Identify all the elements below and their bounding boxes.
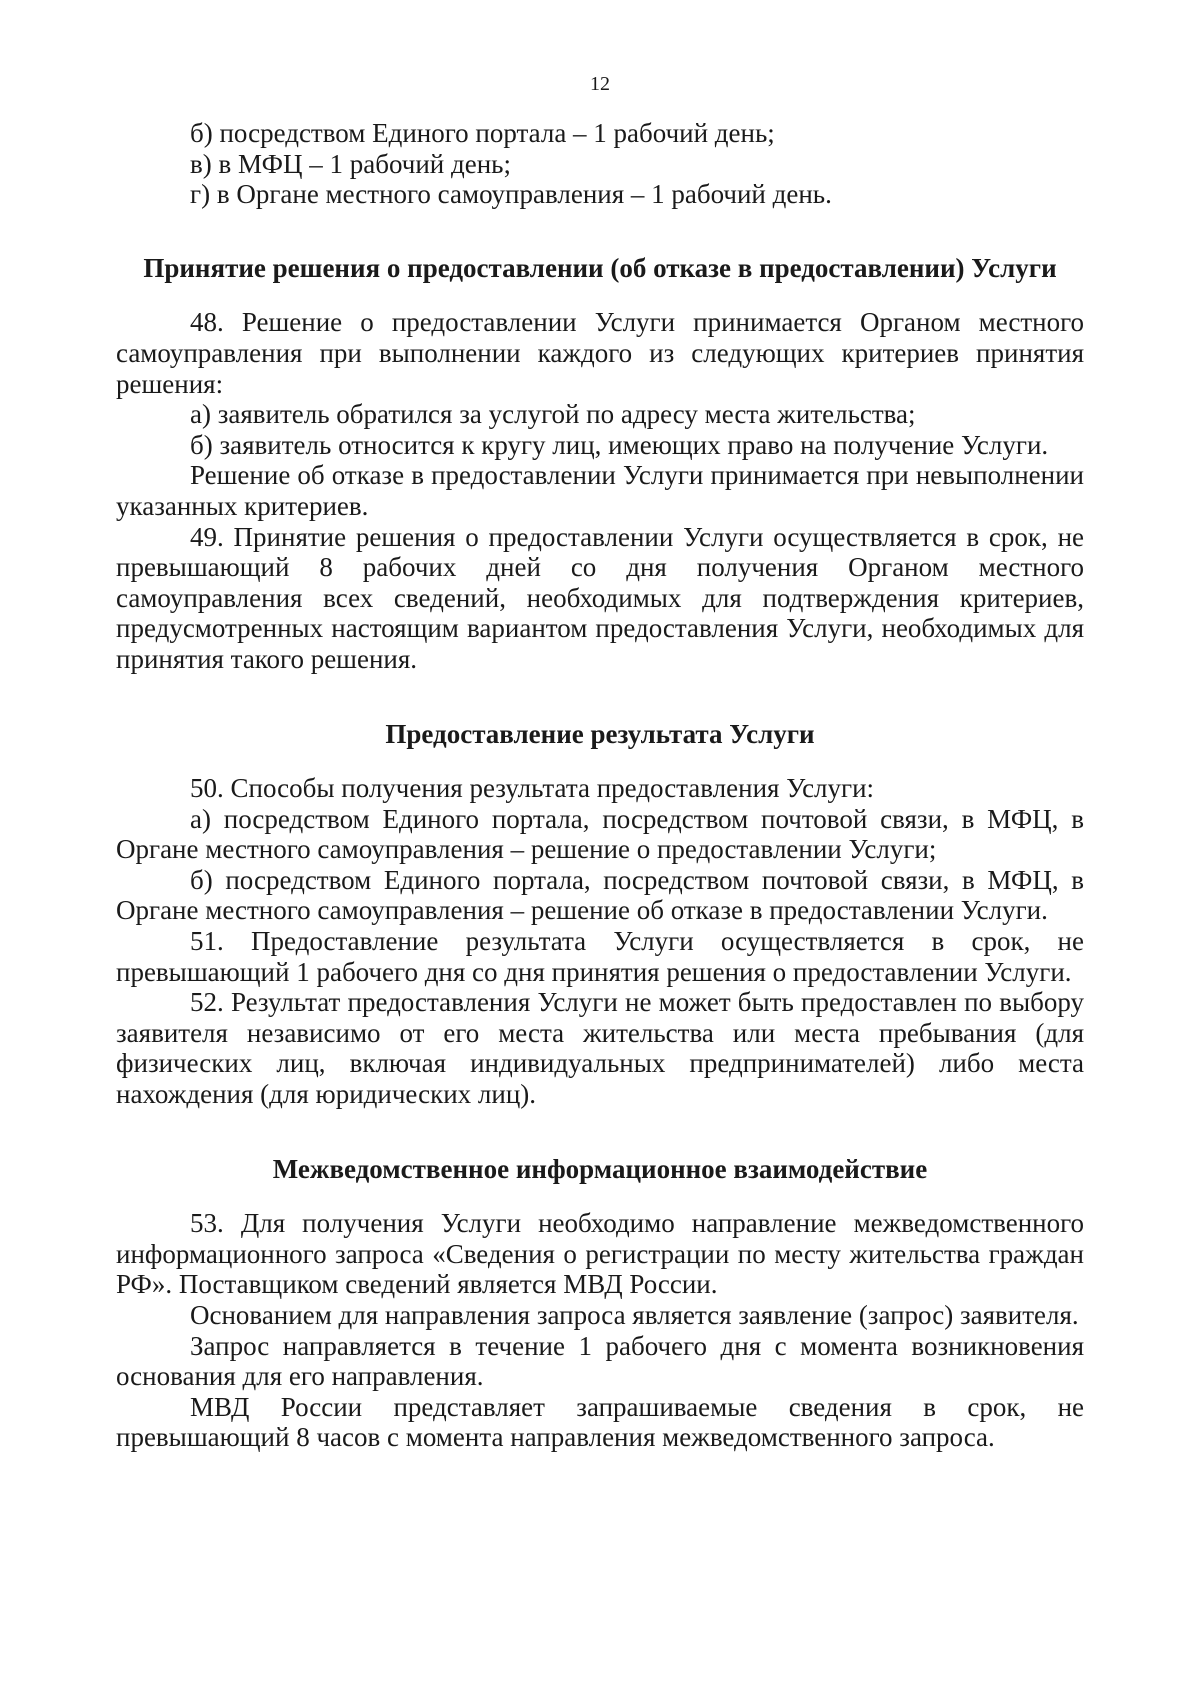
spacer [116, 675, 1084, 719]
list-item: в) в МФЦ – 1 рабочий день; [190, 148, 511, 179]
request-basis-paragraph: Основанием для направления запроса является заявление (запрос) заявителя. [190, 1300, 1079, 1330]
paragraph-49: 49. Принятие решения о предоставлении Услуги осуществляется в срок, не превышающий 8 рабочих дней со дня получения Органом местного самоуправления всех сведений, необходимых для подтверждения критериев, предусмотренных настоящим вариантом предоставления Услуги, необходимых для принятия такого решения. [116, 521, 1084, 674]
section-heading-decision: Принятие решения о предоставлении (об отказе в предоставлении) Услуги [143, 252, 1057, 283]
section-heading-interagency: Межведомственное информационное взаимодействие [272, 1153, 928, 1184]
refusal-paragraph: Решение об отказе в предоставлении Услуги принимается при невыполнении указанных критериев. [116, 460, 1084, 521]
page-number: 12 [590, 73, 610, 95]
spacer [116, 1110, 1084, 1154]
section-heading-result: Предоставление результата Услуги [385, 718, 815, 749]
spacer [116, 749, 1084, 773]
list-item: г) в Органе местного самоуправления – 1 рабочий день. [190, 179, 832, 210]
paragraph-50: 50. Способы получения результата предоставления Услуги: [190, 773, 875, 804]
criteria-item-a: а) заявитель обратился за услугой по адресу места жительства; [190, 399, 916, 430]
page-content [116, 118, 1084, 1453]
list-item: б) посредством Единого портала – 1 рабочий день; [190, 118, 775, 148]
request-timing-paragraph: Запрос направляется в течение 1 рабочего дня с момента возникновения основания для его направления. [116, 1330, 1084, 1392]
result-method-a: а) посредством Единого портала, посредством почтовой связи, в МФЦ, в Органе местного самоуправления – решение о предоставлении Услуги; [116, 803, 1084, 865]
paragraph-53: 53. Для получения Услуги необходимо направление межведомственного информационного запроса «Сведения о регистрации по месту жительства граждан РФ». Поставщиком сведений является МВД России. [116, 1208, 1084, 1300]
response-timing-paragraph: МВД России представляет запрашиваемые сведения в срок, не превышающий 8 часов с момента направления межведомственного запроса. [116, 1391, 1084, 1453]
spacer [116, 283, 1084, 307]
spacer [116, 1184, 1084, 1208]
paragraph-51: 51. Предоставление результата Услуги осуществляется в срок, не превышающий 1 рабочего дня со дня принятия решения о предоставлении Услуги. [116, 926, 1084, 987]
result-method-b: б) посредством Единого портала, посредством почтовой связи, в МФЦ, в Органе местного самоуправления – решение об отказе в предоставлении Услуги. [116, 864, 1084, 926]
paragraph-52: 52. Результат предоставления Услуги не может быть предоставлен по выбору заявителя независимо от его места жительства или места пребывания (для физических лиц, включая индивидуальных предпринимателей) либо места нахождения (для юридических лиц). [116, 987, 1084, 1110]
spacer [116, 210, 1084, 253]
criteria-item-b: б) заявитель относится к кругу лиц, имеющих право на получение Услуги. [190, 429, 1049, 460]
paragraph-48: 48. Решение о предоставлении Услуги принимается Органом местного самоуправления при выполнении каждого из следующих критериев принятия решения: [116, 307, 1084, 399]
